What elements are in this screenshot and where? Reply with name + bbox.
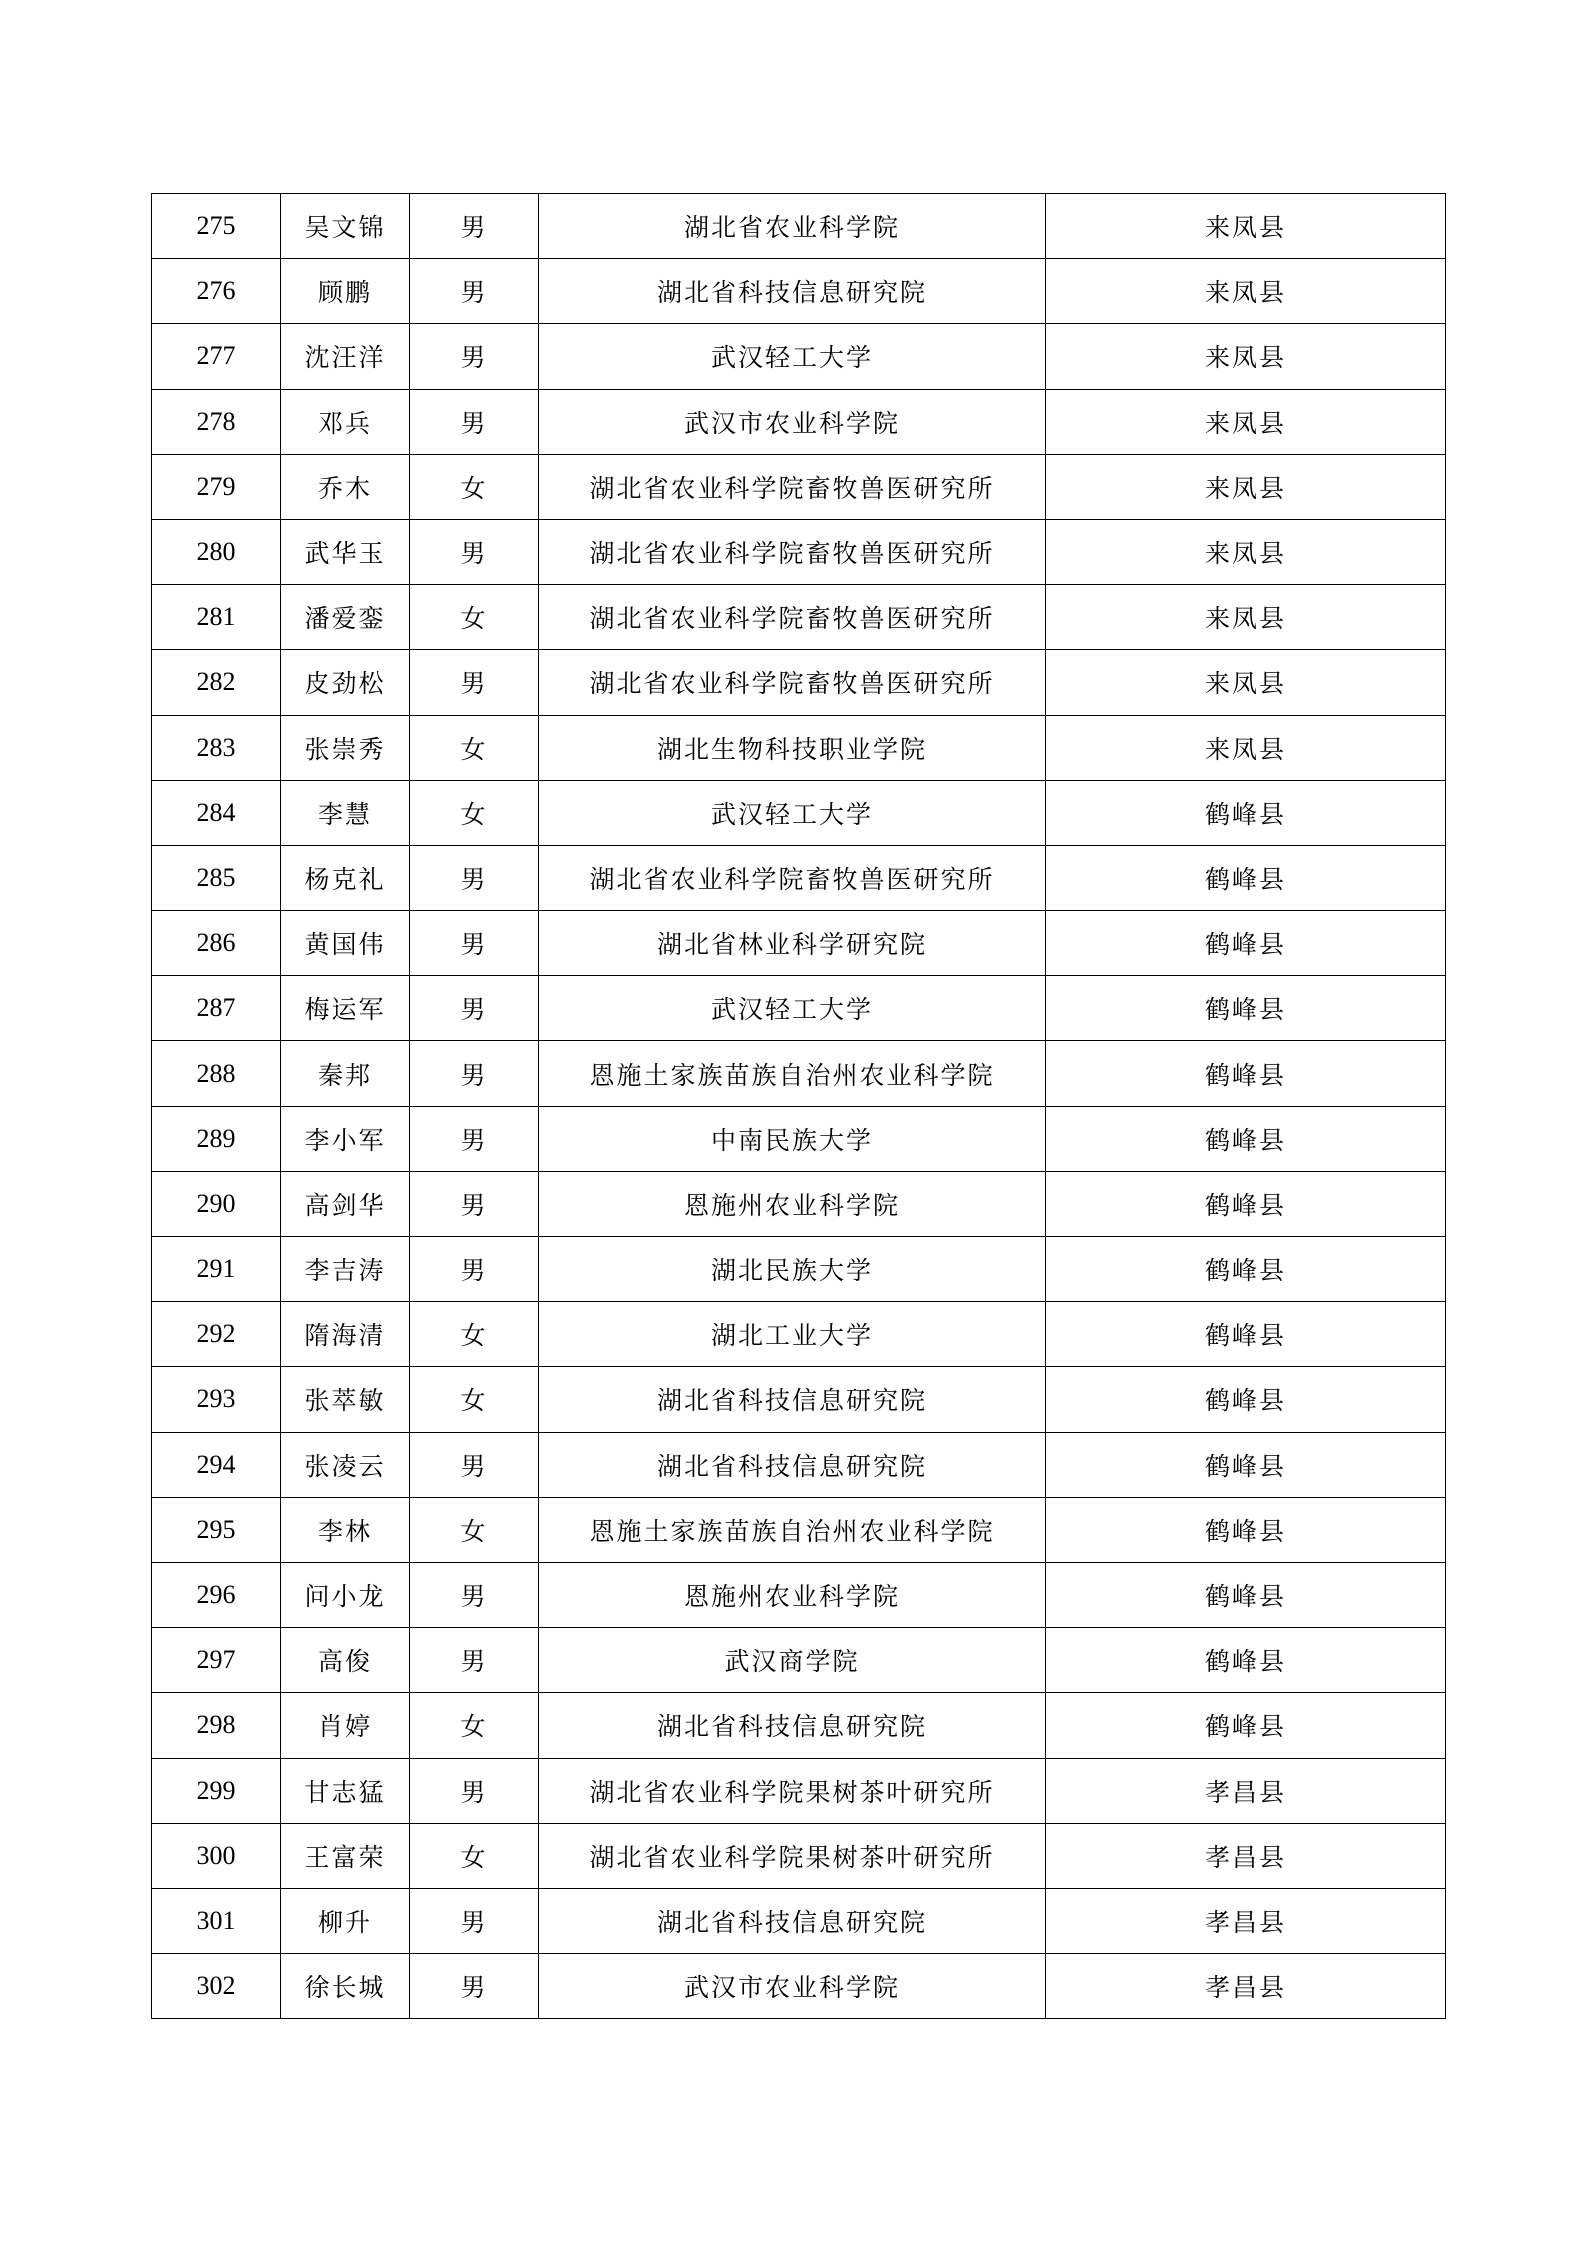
row-number-cell: 285 <box>152 845 281 910</box>
name-cell: 邓兵 <box>281 389 410 454</box>
gender-cell: 女 <box>410 454 539 519</box>
table-row <box>152 780 1446 845</box>
name-cell: 李林 <box>281 1497 410 1562</box>
county-cell: 鹤峰县 <box>1046 1302 1446 1367</box>
county-cell: 鹤峰县 <box>1046 780 1446 845</box>
name-cell: 张崇秀 <box>281 715 410 780</box>
unit-cell: 湖北省林业科学研究院 <box>539 911 1046 976</box>
unit-cell: 湖北工业大学 <box>539 1302 1046 1367</box>
county-cell: 鹤峰县 <box>1046 1693 1446 1758</box>
name-cell: 顾鹏 <box>281 259 410 324</box>
table-row <box>152 1237 1446 1302</box>
unit-cell: 湖北省科技信息研究院 <box>539 259 1046 324</box>
name-cell: 武华玉 <box>281 519 410 584</box>
name-cell: 柳升 <box>281 1888 410 1953</box>
table-row <box>152 845 1446 910</box>
gender-cell: 女 <box>410 1367 539 1432</box>
name-cell: 皮劲松 <box>281 650 410 715</box>
table-row <box>152 1106 1446 1171</box>
name-cell: 问小龙 <box>281 1562 410 1627</box>
table-body <box>152 194 1446 2019</box>
table-row <box>152 976 1446 1041</box>
gender-cell: 男 <box>410 389 539 454</box>
row-number-cell: 293 <box>152 1367 281 1432</box>
county-cell: 来凤县 <box>1046 650 1446 715</box>
row-number-cell: 295 <box>152 1497 281 1562</box>
unit-cell: 武汉商学院 <box>539 1628 1046 1693</box>
unit-cell: 湖北生物科技职业学院 <box>539 715 1046 780</box>
table-row <box>152 324 1446 389</box>
name-cell: 潘爱銮 <box>281 585 410 650</box>
table-row <box>152 1041 1446 1106</box>
row-number-cell: 301 <box>152 1888 281 1953</box>
unit-cell: 恩施州农业科学院 <box>539 1171 1046 1236</box>
row-number-cell: 275 <box>152 194 281 259</box>
row-number-cell: 291 <box>152 1237 281 1302</box>
gender-cell: 女 <box>410 780 539 845</box>
gender-cell: 男 <box>410 324 539 389</box>
gender-cell: 男 <box>410 519 539 584</box>
gender-cell: 男 <box>410 1106 539 1171</box>
gender-cell: 男 <box>410 650 539 715</box>
gender-cell: 男 <box>410 1888 539 1953</box>
name-cell: 沈汪洋 <box>281 324 410 389</box>
row-number-cell: 289 <box>152 1106 281 1171</box>
county-cell: 来凤县 <box>1046 324 1446 389</box>
unit-cell: 湖北省农业科学院畜牧兽医研究所 <box>539 845 1046 910</box>
name-cell: 李吉涛 <box>281 1237 410 1302</box>
table-row <box>152 1562 1446 1627</box>
name-cell: 吴文锦 <box>281 194 410 259</box>
row-number-cell: 287 <box>152 976 281 1041</box>
gender-cell: 男 <box>410 194 539 259</box>
row-number-cell: 297 <box>152 1628 281 1693</box>
row-number-cell: 286 <box>152 911 281 976</box>
table-row <box>152 1693 1446 1758</box>
county-cell: 来凤县 <box>1046 585 1446 650</box>
row-number-cell: 281 <box>152 585 281 650</box>
table-row <box>152 1497 1446 1562</box>
table-row <box>152 911 1446 976</box>
table-row <box>152 1171 1446 1236</box>
table-row <box>152 1367 1446 1432</box>
name-cell: 李小军 <box>281 1106 410 1171</box>
county-cell: 鹤峰县 <box>1046 1367 1446 1432</box>
county-cell: 来凤县 <box>1046 194 1446 259</box>
county-cell: 鹤峰县 <box>1046 1237 1446 1302</box>
row-number-cell: 278 <box>152 389 281 454</box>
unit-cell: 武汉市农业科学院 <box>539 389 1046 454</box>
county-cell: 来凤县 <box>1046 389 1446 454</box>
unit-cell: 湖北省农业科学院 <box>539 194 1046 259</box>
gender-cell: 男 <box>410 1954 539 2019</box>
name-cell: 徐长城 <box>281 1954 410 2019</box>
gender-cell: 男 <box>410 259 539 324</box>
county-cell: 孝昌县 <box>1046 1758 1446 1823</box>
unit-cell: 恩施土家族苗族自治州农业科学院 <box>539 1041 1046 1106</box>
gender-cell: 男 <box>410 1041 539 1106</box>
table-row <box>152 389 1446 454</box>
row-number-cell: 299 <box>152 1758 281 1823</box>
county-cell: 鹤峰县 <box>1046 1497 1446 1562</box>
table-row <box>152 1758 1446 1823</box>
county-cell: 来凤县 <box>1046 519 1446 584</box>
name-cell: 李慧 <box>281 780 410 845</box>
row-number-cell: 276 <box>152 259 281 324</box>
gender-cell: 男 <box>410 1432 539 1497</box>
row-number-cell: 283 <box>152 715 281 780</box>
county-cell: 鹤峰县 <box>1046 845 1446 910</box>
gender-cell: 男 <box>410 1562 539 1627</box>
gender-cell: 男 <box>410 1237 539 1302</box>
table-row <box>152 519 1446 584</box>
row-number-cell: 300 <box>152 1823 281 1888</box>
gender-cell: 男 <box>410 1628 539 1693</box>
county-cell: 孝昌县 <box>1046 1823 1446 1888</box>
unit-cell: 湖北省农业科学院畜牧兽医研究所 <box>539 585 1046 650</box>
table-row <box>152 650 1446 715</box>
gender-cell: 女 <box>410 1497 539 1562</box>
unit-cell: 湖北省科技信息研究院 <box>539 1432 1046 1497</box>
row-number-cell: 277 <box>152 324 281 389</box>
unit-cell: 湖北省农业科学院畜牧兽医研究所 <box>539 454 1046 519</box>
name-cell: 王富荣 <box>281 1823 410 1888</box>
county-cell: 鹤峰县 <box>1046 911 1446 976</box>
name-cell: 张萃敏 <box>281 1367 410 1432</box>
county-cell: 鹤峰县 <box>1046 1041 1446 1106</box>
name-cell: 乔木 <box>281 454 410 519</box>
unit-cell: 武汉轻工大学 <box>539 976 1046 1041</box>
county-cell: 鹤峰县 <box>1046 1106 1446 1171</box>
table-row <box>152 194 1446 259</box>
county-cell: 来凤县 <box>1046 454 1446 519</box>
row-number-cell: 294 <box>152 1432 281 1497</box>
gender-cell: 男 <box>410 1758 539 1823</box>
name-cell: 梅运军 <box>281 976 410 1041</box>
county-cell: 鹤峰县 <box>1046 1562 1446 1627</box>
unit-cell: 湖北省科技信息研究院 <box>539 1367 1046 1432</box>
name-cell: 甘志猛 <box>281 1758 410 1823</box>
table-row <box>152 585 1446 650</box>
county-cell: 孝昌县 <box>1046 1954 1446 2019</box>
row-number-cell: 280 <box>152 519 281 584</box>
unit-cell: 武汉轻工大学 <box>539 780 1046 845</box>
gender-cell: 男 <box>410 976 539 1041</box>
name-cell: 高剑华 <box>281 1171 410 1236</box>
gender-cell: 女 <box>410 1693 539 1758</box>
row-number-cell: 282 <box>152 650 281 715</box>
gender-cell: 男 <box>410 911 539 976</box>
county-cell: 鹤峰县 <box>1046 1171 1446 1236</box>
unit-cell: 湖北省农业科学院果树茶叶研究所 <box>539 1758 1046 1823</box>
personnel-table <box>151 193 1446 2019</box>
unit-cell: 湖北省农业科学院畜牧兽医研究所 <box>539 650 1046 715</box>
county-cell: 来凤县 <box>1046 715 1446 780</box>
unit-cell: 湖北省农业科学院畜牧兽医研究所 <box>539 519 1046 584</box>
table-row <box>152 1888 1446 1953</box>
unit-cell: 湖北省科技信息研究院 <box>539 1888 1046 1953</box>
gender-cell: 女 <box>410 1823 539 1888</box>
unit-cell: 湖北省农业科学院果树茶叶研究所 <box>539 1823 1046 1888</box>
gender-cell: 男 <box>410 845 539 910</box>
table-row <box>152 1432 1446 1497</box>
county-cell: 鹤峰县 <box>1046 1432 1446 1497</box>
table-row <box>152 454 1446 519</box>
row-number-cell: 292 <box>152 1302 281 1367</box>
row-number-cell: 288 <box>152 1041 281 1106</box>
unit-cell: 恩施土家族苗族自治州农业科学院 <box>539 1497 1046 1562</box>
table-row <box>152 259 1446 324</box>
name-cell: 杨克礼 <box>281 845 410 910</box>
gender-cell: 女 <box>410 715 539 780</box>
county-cell: 孝昌县 <box>1046 1888 1446 1953</box>
gender-cell: 男 <box>410 1171 539 1236</box>
row-number-cell: 284 <box>152 780 281 845</box>
row-number-cell: 298 <box>152 1693 281 1758</box>
table-row <box>152 1954 1446 2019</box>
name-cell: 张凌云 <box>281 1432 410 1497</box>
row-number-cell: 302 <box>152 1954 281 2019</box>
row-number-cell: 296 <box>152 1562 281 1627</box>
county-cell: 来凤县 <box>1046 259 1446 324</box>
table-row <box>152 1302 1446 1367</box>
row-number-cell: 279 <box>152 454 281 519</box>
gender-cell: 女 <box>410 1302 539 1367</box>
unit-cell: 湖北省科技信息研究院 <box>539 1693 1046 1758</box>
table-row <box>152 1628 1446 1693</box>
row-number-cell: 290 <box>152 1171 281 1236</box>
table-row <box>152 715 1446 780</box>
unit-cell: 武汉市农业科学院 <box>539 1954 1046 2019</box>
county-cell: 鹤峰县 <box>1046 1628 1446 1693</box>
name-cell: 高俊 <box>281 1628 410 1693</box>
unit-cell: 中南民族大学 <box>539 1106 1046 1171</box>
name-cell: 黄国伟 <box>281 911 410 976</box>
table-row <box>152 1823 1446 1888</box>
unit-cell: 湖北民族大学 <box>539 1237 1046 1302</box>
unit-cell: 恩施州农业科学院 <box>539 1562 1046 1627</box>
name-cell: 隋海清 <box>281 1302 410 1367</box>
unit-cell: 武汉轻工大学 <box>539 324 1046 389</box>
name-cell: 秦邦 <box>281 1041 410 1106</box>
name-cell: 肖婷 <box>281 1693 410 1758</box>
county-cell: 鹤峰县 <box>1046 976 1446 1041</box>
gender-cell: 女 <box>410 585 539 650</box>
